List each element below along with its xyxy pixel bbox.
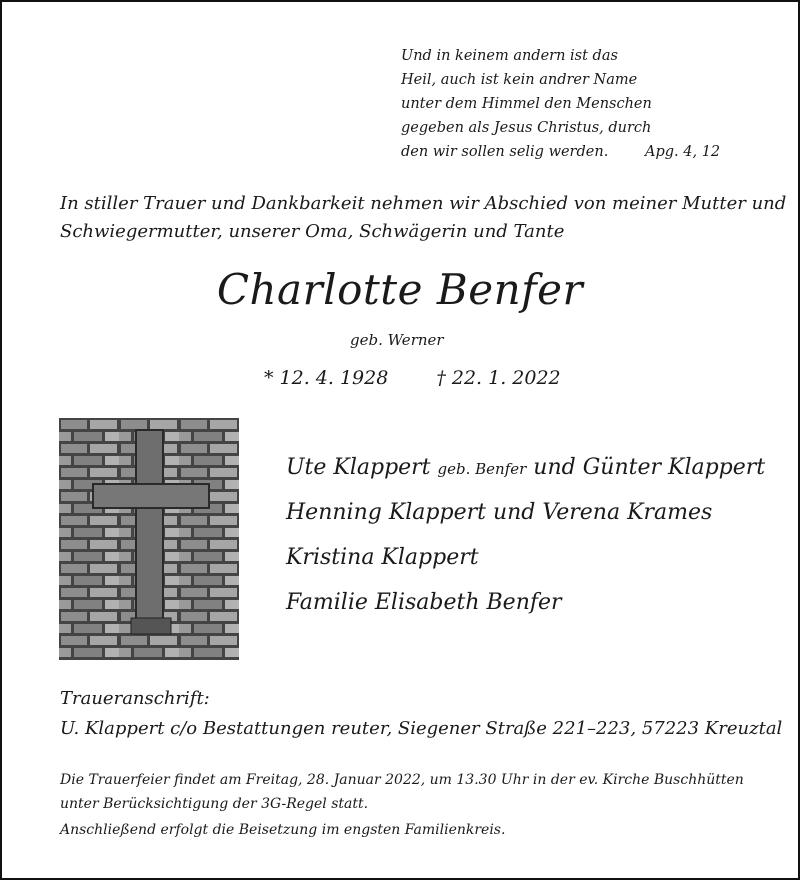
birth-date: * 12. 4. 1928	[264, 367, 389, 389]
verse-line: den wir sollen selig werden.	[401, 144, 609, 160]
mourners-list	[286, 455, 765, 635]
mourner-name: und Günter Klappert	[526, 455, 766, 480]
mourner-line: Henning Klappert und Verena Krames	[286, 500, 713, 525]
bible-verse	[401, 44, 731, 164]
mourner-line: Familie Elisabeth Benfer	[286, 590, 562, 615]
verse-line: Heil, auch ist kein andrer Name	[401, 72, 638, 88]
service-line: Die Trauerfeier findet am Freitag, 28. Januar 2022, um 13.30 Uhr in der ev. Kirche Buschhütten	[60, 772, 744, 788]
cross-photo	[59, 418, 239, 660]
verse-reference: Apg. 4, 12	[645, 144, 721, 160]
verse-line: Und in keinem andern ist das	[401, 48, 618, 64]
stone-cross-image	[59, 418, 239, 660]
verse-line: unter dem Himmel den Menschen	[401, 96, 652, 112]
maiden-name: geb. Werner	[350, 331, 444, 349]
burial-info: Anschließend erfolgt die Beisetzung im engsten Familienkreis.	[60, 822, 506, 838]
mourner-line: Kristina Klappert	[286, 545, 479, 570]
service-line: unter Berücksichtigung der 3G-Regel statt.	[60, 796, 369, 812]
mourner-line	[286, 455, 765, 500]
deceased-name: Charlotte Benfer	[216, 265, 584, 314]
death-date: † 22. 1. 2022	[436, 367, 561, 389]
intro-line: Schwiegermutter, unserer Oma, Schwägerin und Tante	[60, 221, 565, 242]
address-value: U. Klappert c/o Bestattungen reuter, Siegener Straße 221–223, 57223 Kreuztal	[60, 718, 783, 739]
service-info	[60, 768, 760, 816]
intro-line: In stiller Trauer und Dankbarkeit nehmen wir Abschied von meiner Mutter und	[60, 193, 787, 214]
intro-text	[60, 190, 787, 246]
address-label: Traueranschrift:	[60, 688, 210, 709]
mourner-name: Ute Klappert	[286, 455, 438, 480]
verse-line: gegeben als Jesus Christus, durch	[401, 120, 652, 136]
mourner-maiden-name: geb. Benfer	[437, 460, 527, 478]
life-dates	[264, 367, 561, 389]
